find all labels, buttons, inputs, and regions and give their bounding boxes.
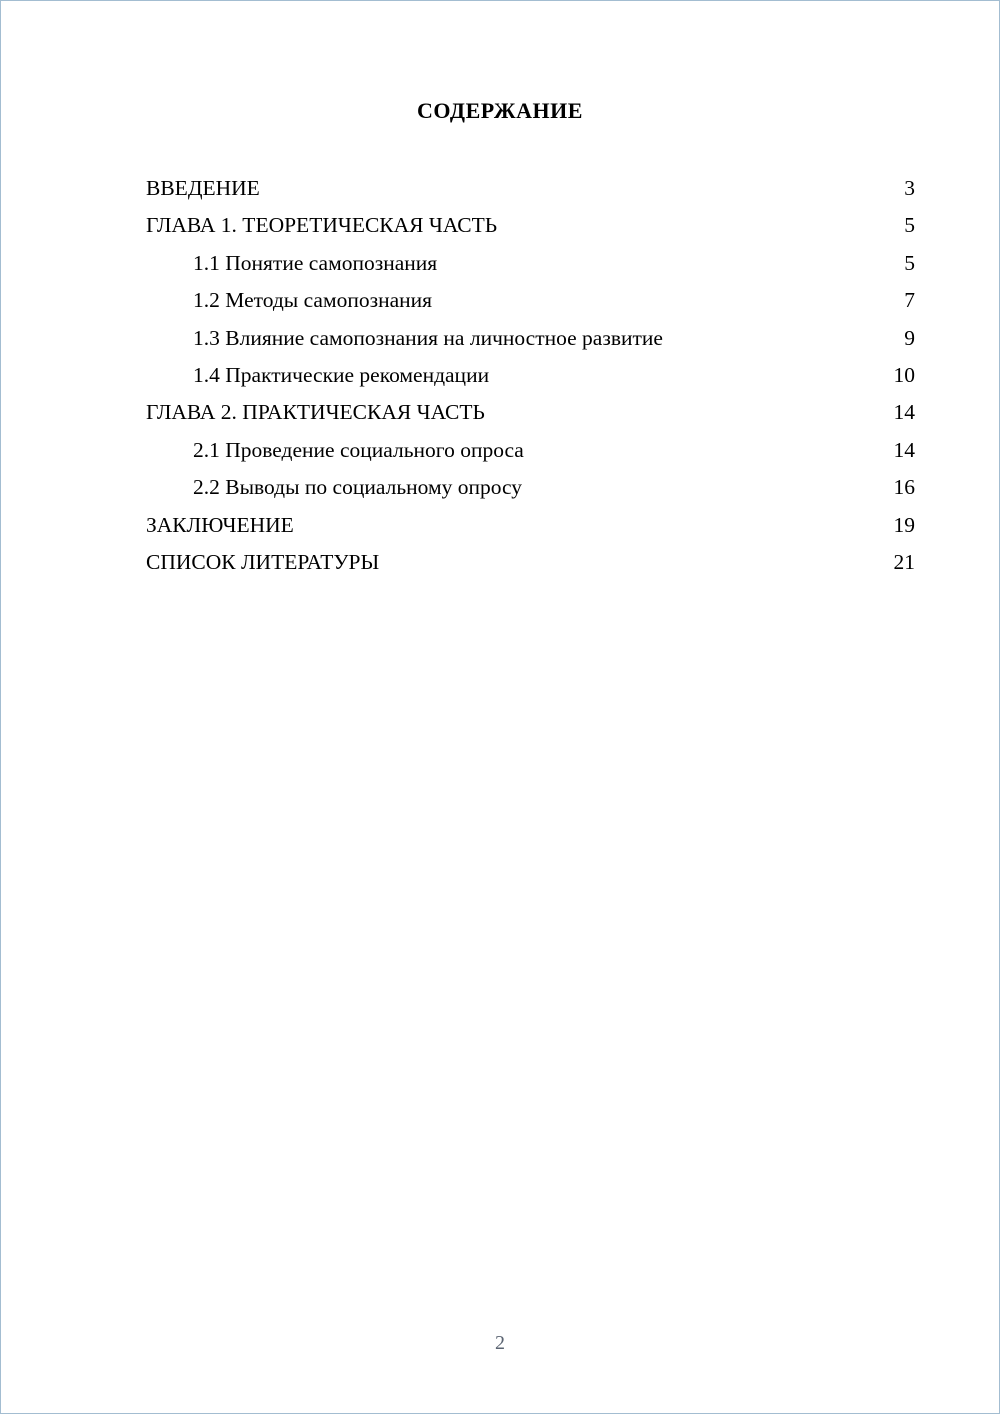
- toc-entry-label: 2.2 Выводы по социальному опросу: [193, 475, 523, 500]
- toc-entry-page: 3: [904, 176, 915, 200]
- table-of-contents: [1, 170, 999, 581]
- toc-entry-page: 9: [904, 325, 915, 350]
- toc-entry: [146, 432, 915, 469]
- toc-entry-label: 1.2 Методы самопознания: [193, 288, 433, 313]
- toc-entry-label: 1.3 Влияние самопознания на личностное развитие: [193, 325, 663, 350]
- toc-entry-page: 21: [893, 550, 915, 575]
- toc-entry-page: 5: [904, 250, 915, 275]
- toc-entry-page: 10: [893, 363, 915, 388]
- toc-entry: [146, 544, 915, 581]
- toc-entry-page: 16: [893, 475, 915, 500]
- toc-entry-label: 1.1 Понятие самопознания: [193, 250, 438, 275]
- toc-entry-page: 5: [904, 213, 915, 238]
- toc-entry: [146, 507, 915, 544]
- toc-entry-label: ГЛАВА 1. ТЕОРЕТИЧЕСКАЯ ЧАСТЬ: [146, 213, 498, 238]
- toc-entry: [146, 394, 915, 431]
- toc-entry-page: 14: [893, 437, 915, 462]
- toc-entry: [146, 357, 915, 394]
- toc-entry: [146, 320, 915, 357]
- toc-entry-page: 14: [893, 400, 915, 425]
- page-title: СОДЕРЖАНИЕ: [417, 98, 583, 123]
- toc-entry: [146, 282, 915, 319]
- toc-entry-page: 19: [893, 512, 915, 537]
- toc-entry: [146, 245, 915, 282]
- toc-entry-label: 2.1 Проведение социального опроса: [193, 437, 524, 462]
- toc-entry-label: СПИСОК ЛИТЕРАТУРЫ: [146, 550, 380, 575]
- toc-entry: [146, 469, 915, 506]
- toc-entry-label: 1.4 Практические рекомендации: [193, 363, 490, 388]
- toc-entry: [146, 170, 915, 207]
- toc-entry-label: ВВЕДЕНИЕ: [146, 176, 260, 200]
- toc-entry-label: ЗАКЛЮЧЕНИЕ: [146, 512, 294, 537]
- toc-entry: [146, 207, 915, 244]
- toc-entry-page: 7: [904, 288, 915, 313]
- footer-page-number: 2: [495, 1332, 505, 1354]
- toc-entry-label: ГЛАВА 2. ПРАКТИЧЕСКАЯ ЧАСТЬ: [146, 400, 485, 425]
